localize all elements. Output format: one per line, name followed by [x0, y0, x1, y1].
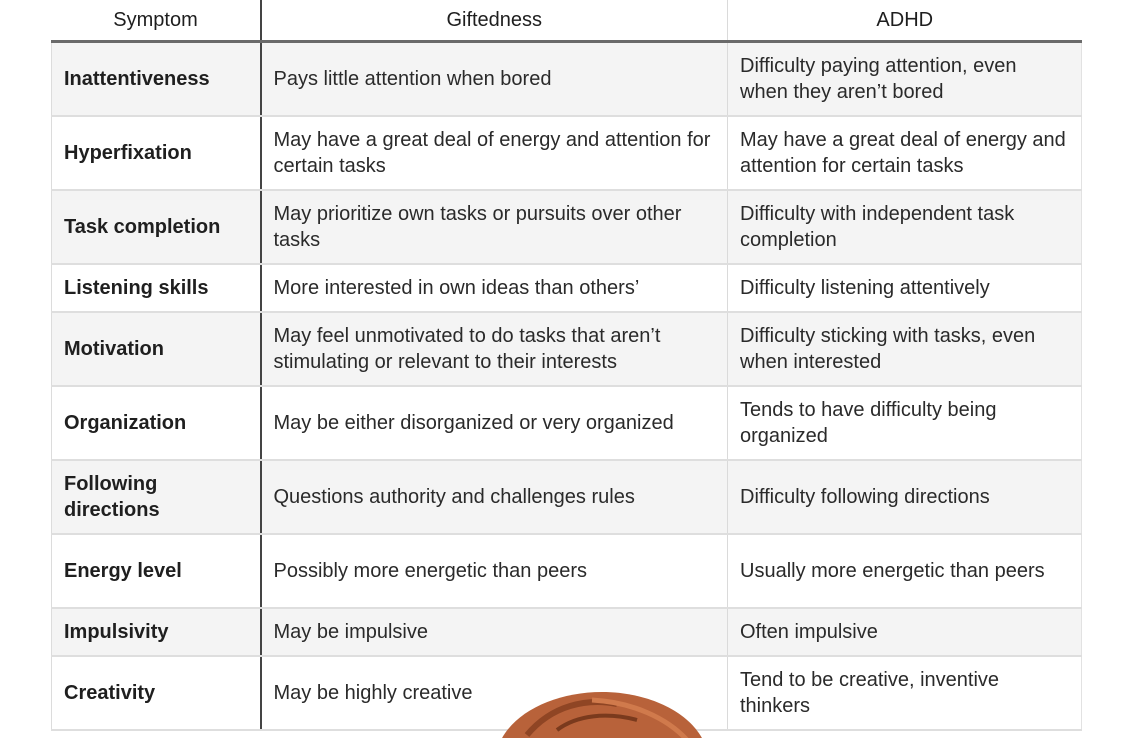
symptom-cell: Following directions [52, 460, 261, 534]
giftedness-cell: More interested in own ideas than others’ [261, 264, 728, 312]
table-row [52, 386, 1082, 460]
symptom-cell: Listening skills [52, 264, 261, 312]
symptom-cell: Inattentiveness [52, 42, 261, 116]
header-symptom: Symptom [52, 0, 261, 42]
giftedness-cell: May be either disorganized or very organized [261, 386, 728, 460]
symptom-cell: Motivation [52, 312, 261, 386]
person-head-overlay [497, 690, 707, 738]
table-row [52, 264, 1082, 312]
adhd-cell: Often impulsive [728, 608, 1082, 656]
header-row [52, 0, 1082, 42]
table-row [52, 42, 1082, 116]
table-row [52, 460, 1082, 534]
giftedness-adhd-comparison-table [51, 0, 1082, 731]
header-adhd: ADHD [728, 0, 1082, 42]
giftedness-cell: Pays little attention when bored [261, 42, 728, 116]
adhd-cell: Tends to have difficulty being organized [728, 386, 1082, 460]
giftedness-cell: May be highly creative [261, 656, 728, 730]
symptom-cell: Creativity [52, 656, 261, 730]
giftedness-cell: Questions authority and challenges rules [261, 460, 728, 534]
symptom-cell: Energy level [52, 534, 261, 608]
adhd-cell: Difficulty following directions [728, 460, 1082, 534]
table-row [52, 190, 1082, 264]
adhd-cell: Difficulty with independent task completion [728, 190, 1082, 264]
giftedness-cell: May be impulsive [261, 608, 728, 656]
header-giftedness: Giftedness [261, 0, 728, 42]
adhd-cell: Difficulty listening attentively [728, 264, 1082, 312]
table-row [52, 534, 1082, 608]
symptom-cell: Organization [52, 386, 261, 460]
giftedness-cell: May feel unmotivated to do tasks that aren’t stimulating or relevant to their interests [261, 312, 728, 386]
table-row [52, 608, 1082, 656]
adhd-cell: Difficulty sticking with tasks, even when interested [728, 312, 1082, 386]
table-row [52, 312, 1082, 386]
adhd-cell: Difficulty paying attention, even when they aren’t bored [728, 42, 1082, 116]
giftedness-cell: Possibly more energetic than peers [261, 534, 728, 608]
symptom-cell: Hyperfixation [52, 116, 261, 190]
adhd-cell: May have a great deal of energy and attention for certain tasks [728, 116, 1082, 190]
giftedness-cell: May have a great deal of energy and attention for certain tasks [261, 116, 728, 190]
symptom-cell: Impulsivity [52, 608, 261, 656]
giftedness-cell: May prioritize own tasks or pursuits over other tasks [261, 190, 728, 264]
comparison-table-container [51, 0, 1081, 731]
adhd-cell: Tend to be creative, inventive thinkers [728, 656, 1082, 730]
adhd-cell: Usually more energetic than peers [728, 534, 1082, 608]
table-row [52, 116, 1082, 190]
symptom-cell: Task completion [52, 190, 261, 264]
